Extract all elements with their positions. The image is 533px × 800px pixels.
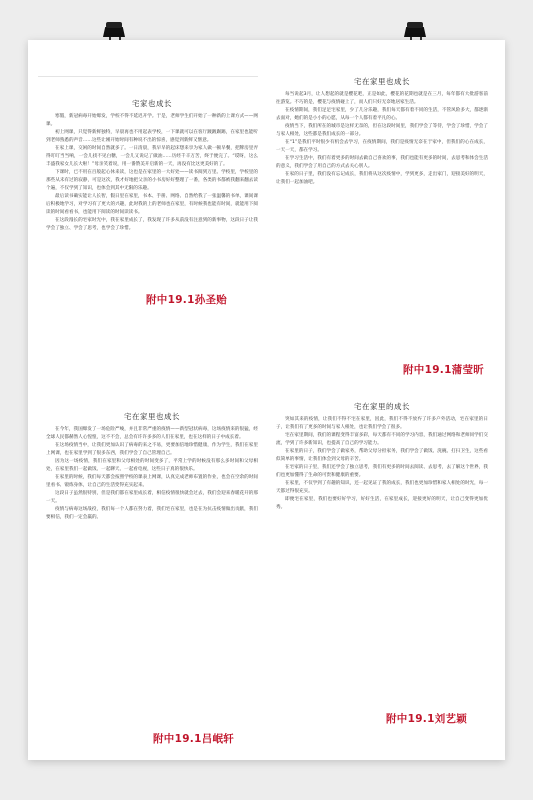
essay-paragraph: 在“1”是我们平时很少有机会去学习，在疫情期间，我们是疫情无奈在于家中，但我们的心在成长，一天一天，都在学习。 [276, 140, 488, 153]
essay-paragraph: 在家里，不仅学到了有趣的知识，还一起见证了我的成长，我们也更加珍惜和家人相处的时光，每一天都过得很充实。 [276, 481, 488, 494]
author-stamp: 附中19.1吕岷轩 [153, 733, 235, 745]
essay-title: 宅在家里的成长 [354, 402, 410, 411]
essay-paragraph: 在疫情期间，我们足足宅家里，少了几分乐趣，我们每天都有着不同的生活，不管风险多大，都逐渐去面对，她们的是小小的心愿，从每一个人都有着平凡的心。 [276, 108, 488, 121]
essay-paragraph: 初上网课，只觉得新鲜独特，早晨再也不用起表学校，一下课就可以在客厅踱踱踢踢，在家里也能听到老师熟悉的声音……这些让刚开始时间有种说不出的惊喜，感觉到新鲜又惬意。 [46, 130, 258, 143]
essay-title: 宅在家里也成长 [354, 77, 410, 86]
clip-bar [106, 22, 122, 28]
author-stamp: 附中19.1刘艺颖 [386, 713, 468, 725]
essay-page-1 [38, 92, 266, 444]
essay-page-3 [38, 405, 266, 757]
essay-paragraph: 即便宅在家里，我们也要好好学习，好好生活，在家里成长，迎接更好的明天，让自己变得更加优秀。 [276, 497, 488, 510]
essay-paragraph: 寒假，新冠病毒开始爆发，学校不得不延迟开学。于是，老师学生们开始了一种新的上课方式——网课。 [46, 114, 258, 127]
essay-paragraph: 在这场疫情当中，让我们更加认识了病毒的来之不易，更要加倍地珍惜健康，作为学生，我们在家里上网课，也在家里学到了很多东西，我们学会了自己管理自己。 [46, 443, 258, 456]
essay-paragraph: 在学习生活中，我们有着更多的时间去做自己喜欢的事，我们也能有更多的时间，去思考和体会生活的意义，我们学会了用自己的方式去关心别人。 [276, 156, 488, 169]
essay-paragraph: 在家的日子里，我们没有忘记成长，我们将从这次疫情中，学到更多，走出家门，迎接美好的明天，让我们一起加油吧。 [276, 172, 488, 185]
essay-paragraph: 在家里的时候，我们每天都会按照学校的课表上网课，认真完成老师布置的作业，也会在空余的时间里看书、锻炼身体，让自己的生活变得充实起来。 [46, 475, 258, 488]
essay-title: 宅在家里也成长 [124, 412, 180, 421]
essay-paragraph: 因为这一场疫情，我们在家里和父母相处的时间变多了，平常上学的时候没有那么多时间和父母相处，在家里我们一起做饭、一起聊天、一起看电视，这些日子真的很快乐。 [46, 459, 258, 472]
essay-page-4 [268, 395, 496, 747]
essay-paragraph: 最后读书确实能让人长智，假日里在家里，书本、手册、网络、自然给我了一张温馨的书单，课间课后积极地学习，对学习有了更大的兴趣，此时我的上的老师也在家里，有时候我也能有时间，就能用下阅读的时间看看书，也能用下阅读的时间读读书。 [46, 194, 258, 215]
clip-body [103, 27, 125, 37]
essay-paragraph: 在今年，我国爆发了一场危险严峻，并且非常严重的疫情——新型冠状病毒，这场疫情来的很猛，经全球人民都赫然人心惶惶，这不不会，总会有许许多多的人们在家里，也在这样的日子中成长着。 [46, 427, 258, 440]
essay-paragraph: 在宅家的日子里，我们还学会了独立思考，我们有更多的时间去阅读、去思考，去了解这个世界，我们也更加懂得了生命的可贵和健康的重要。 [276, 465, 488, 478]
essay-paragraph: 宅在家里期间，我们的课程变得丰富多彩，每天都有不同的学习内容，我们通过网络和老师同学们交流，学到了许多新知识，也提高了自己的学习能力。 [276, 433, 488, 446]
essay-paragraph: 这段日子虽然很特别，但是我们都在家里成长着，相信疫情很快就会过去，我们会迎来春暖花开的那一天。 [46, 491, 258, 504]
display-sheet [28, 40, 505, 760]
essay-title: 宅家也成长 [132, 99, 172, 108]
essay-paragraph: 每当说起3月，让人想起的就是樱花吧，正是如此，樱花的花期也就是在三月，每年都有大批游客前往游览。不巧的是，樱花与疫情碰上了，而人们只好无奈地居家生活。 [276, 92, 488, 105]
essay-paragraph: 突如其来的疫情，让我们不得不宅在家里，因此，我们不得不放弃了许多户外活动，宅在家里的日子，让我们有了更多的时间与家人相处，也让我们学会了很多。 [276, 417, 488, 430]
essay-paragraph: 在家里的日子，我们学会了做家务，帮助父母分担家务，我们学会了做饭、洗碗、打扫卫生，这些看似简单的事情，让我们体会到父母的辛苦。 [276, 449, 488, 462]
essay-paragraph: 疫情与病毒这场战役，我们每一个人都在努力着，我们宅在家里，也是在为抗击疫情做出贡献，我们要相信，我们一定会赢的。 [46, 507, 258, 520]
author-stamp: 附中19.1蒲莹昕 [403, 364, 485, 376]
essay-paragraph: 下课时，已不用在百般起心休来读，这也是在家里的一大好处——读书阅到万里。学校里，学校里的那些从未有过的寂静，可是这次，我才好地把父亲的小书房好好整理了一番，各类的书都被我翻来翻去读个遍，不仅学到了知识，也体会到其中无限的乐趣。 [46, 170, 258, 191]
essay-paragraph: 在这段漫长的宅家时光中，我在家里成长了，我发现了许多从前没有注意到的新事物，这段日子让我学会了独立、学会了思考，也学会了珍惜。 [46, 218, 258, 231]
essay-page-2 [268, 70, 496, 422]
header-rule-left [38, 76, 258, 77]
essay-paragraph: 在家上课，交闲的时间自然就多了。一日清晨，我早早的起床想来享为家人做一顿早餐，把牌房里弄得叮叮当当响，一会儿找不见白糖，一会儿又说记了做油……历经千辛万苦，终于便完了。“哎呀，这么丰盛我家女儿长大啦！”母亲笑着说，用一番赞美开启新的一天，再没有比这更美好的了。 [46, 146, 258, 167]
clip-bar [407, 22, 423, 28]
author-stamp: 附中19.1孙圣贻 [146, 294, 228, 306]
essay-paragraph: 疫情当下，我们所在的城市是这样无奈的，但在这段时间里，我们学会了等待，学会了珍惜，学会了与家人相处，这些都是我们成长的一部分。 [276, 124, 488, 137]
clip-body [404, 27, 426, 37]
